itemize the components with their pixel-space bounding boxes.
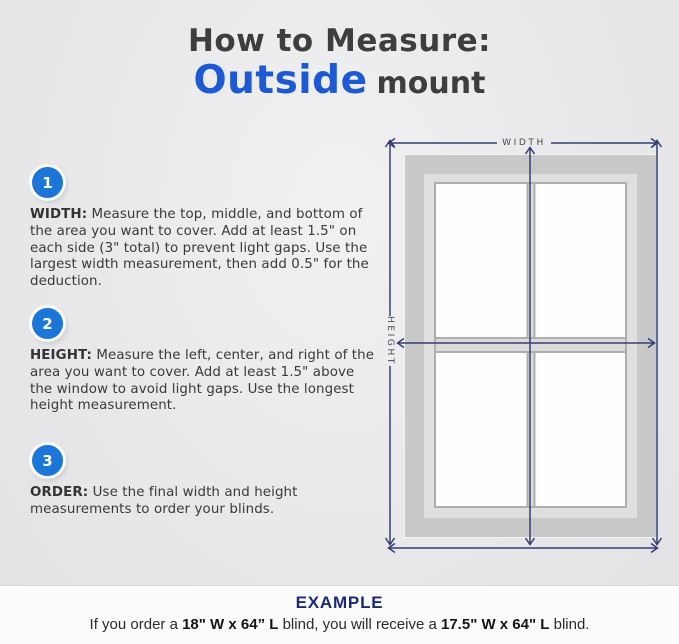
step-text: HEIGHT: Measure the left, center, and right of the area you want to cover. Add at least 1.5" above the window to avoid light gaps. Use the longest height measurement. bbox=[30, 348, 375, 414]
step-number-badge bbox=[32, 167, 63, 198]
step-number: 1 bbox=[42, 173, 53, 192]
title-line2 bbox=[0, 60, 679, 103]
step-label: ORDER: bbox=[30, 485, 89, 500]
example-title: EXAMPLE bbox=[295, 593, 384, 612]
step-number: 3 bbox=[42, 451, 53, 470]
example-section bbox=[0, 585, 679, 644]
step-label: WIDTH: bbox=[30, 207, 88, 222]
example-text: If you order a 18" W x 64” L blind, you will receive a 17.5" W x 64" L blind. bbox=[89, 616, 590, 633]
width-dimension-label: WIDTH bbox=[502, 138, 546, 148]
step-label: HEIGHT: bbox=[30, 348, 92, 363]
page-title bbox=[0, 24, 679, 103]
example-received-size: 17.5" W x 64" L bbox=[441, 616, 550, 633]
step-width bbox=[30, 167, 378, 291]
title-line1: How to Measure: bbox=[187, 23, 492, 59]
step-text: WIDTH: Measure the top, middle, and bottom of the area you want to cover. Add at least 1.5" on each side (3" total) to prevent light gaps. Use the largest width measurement, then add 0.5" for the deduction. bbox=[30, 207, 369, 289]
window-meeting-rail bbox=[436, 337, 625, 353]
title-highlight: Outside bbox=[193, 58, 368, 104]
step-number-badge bbox=[32, 445, 63, 476]
title-rest: mount bbox=[376, 66, 486, 102]
step-text: ORDER: Use the final width and height measurements to order your blinds. bbox=[30, 485, 298, 517]
window-jamb bbox=[424, 174, 637, 518]
step-number-badge bbox=[32, 308, 63, 339]
window-sash bbox=[434, 182, 627, 508]
window-illustration bbox=[405, 155, 656, 537]
height-dimension-label: HEIGHT bbox=[385, 316, 395, 366]
example-ordered-size: 18" W x 64” L bbox=[182, 616, 279, 633]
step-height bbox=[30, 308, 378, 415]
step-order bbox=[30, 445, 378, 519]
step-number: 2 bbox=[42, 314, 53, 333]
